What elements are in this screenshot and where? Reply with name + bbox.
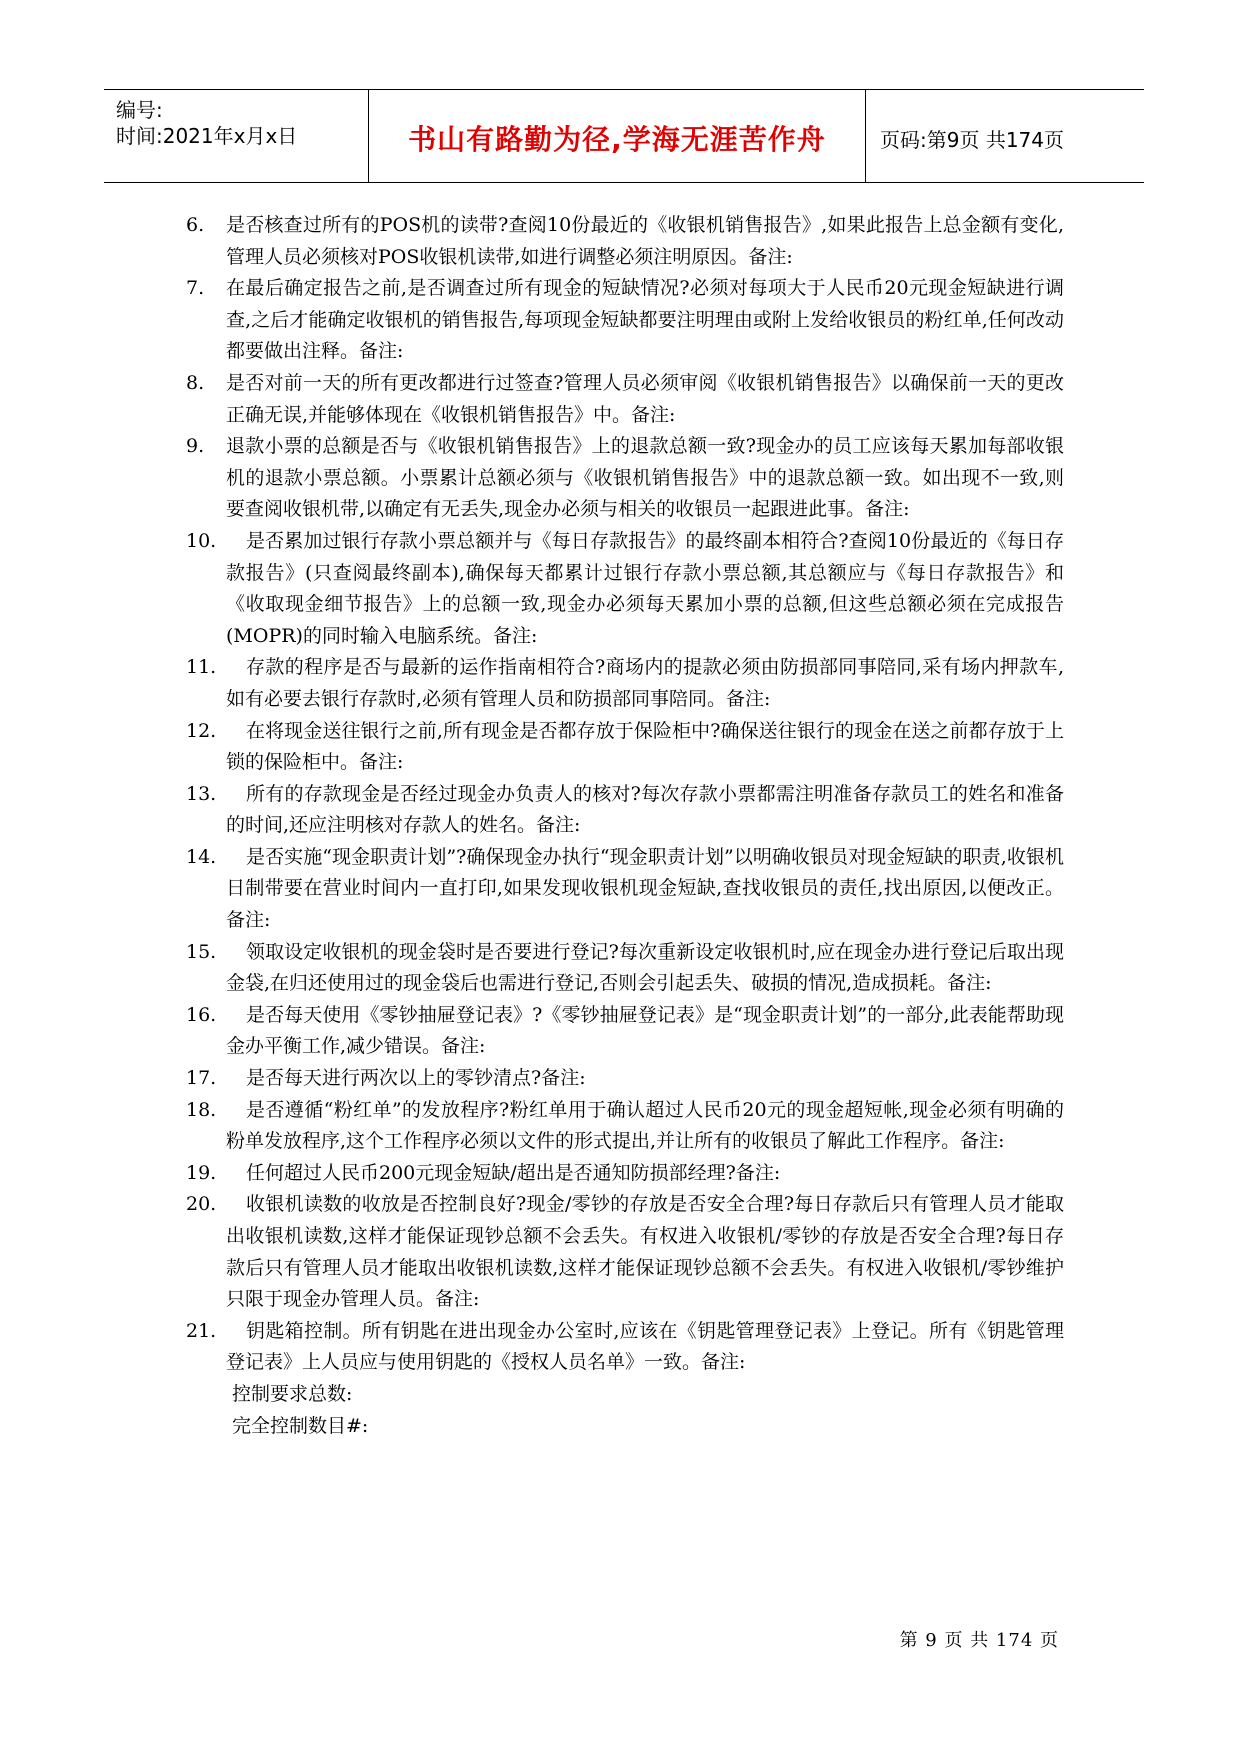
list-item (186, 779, 1064, 842)
time-label: 时间:2021年x月x日 (116, 124, 298, 148)
motto-text: 书山有路勤为径,学海无涯苦作舟 (408, 123, 826, 156)
list-item (186, 1000, 1064, 1063)
header-page-cell (866, 90, 1144, 182)
list-item (186, 716, 1064, 779)
item-text: 钥匙箱控制。所有钥匙在进出现金办公室时,应该在《钥匙管理登记表》上登记。所有《钥匙管理登记表》上人员应与使用钥匙的《授权人员名单》一致。备注: (226, 1319, 1064, 1374)
list-item (186, 842, 1064, 937)
item-text: 是否每天使用《零钞抽屉登记表》?《零钞抽屉登记表》是“现金职责计划”的一部分,此表能帮助现金办平衡工作,减少错误。备注: (226, 1003, 1064, 1058)
list-item (186, 273, 1064, 368)
number-label: 编号: (116, 98, 163, 122)
item-number: 21. (186, 1319, 217, 1342)
item-number: 15. (186, 940, 217, 963)
list-item (186, 1316, 1064, 1379)
item-text: 所有的存款现金是否经过现金办负责人的核对?每次存款小票都需注明准备存款员工的姓名和准备的时间,还应注明核对存款人的姓名。备注: (226, 782, 1064, 837)
header-motto-cell (368, 90, 866, 182)
document-body (186, 210, 1064, 1442)
item-text: 是否实施“现金职责计划”?确保现金办执行“现金职责计划”以明确收银员对现金短缺的职责,收银机日制带要在营业时间内一直打印,如果发现收银机现金短缺,查找收银员的责任,找出原因,以便改正。备注: (226, 845, 1064, 932)
item-number: 8. (186, 371, 205, 394)
header-info-cell (104, 90, 368, 182)
item-text: 存款的程序是否与最新的运作指南相符合?商场内的提款必须由防损部同事陪同,采有场内押款车,如有必要去银行存款时,必须有管理人员和防损部同事陪同。备注: (226, 656, 1064, 710)
item-text: 是否核查过所有的POS机的读带?查阅10份最近的《收银机销售报告》,如果此报告上总金额有变化,管理人员必须核对POS收银机读带,如进行调整必须注明原因。备注: (226, 214, 1064, 268)
item-number: 16. (186, 1003, 217, 1026)
item-number: 10. (186, 529, 217, 552)
item-text: 是否累加过银行存款小票总额并与《每日存款报告》的最终副本相符合?查阅10份最近的《每日存款报告》(只查阅最终副本),确保每天都累计过银行存款小票总额,其总额应与《每日存款报告》和《收取现金细节报告》上的总额一致,现金办必须每天累加小票的总额,但这些总额必须在完成报告(MOPR)的同时输入电脑系统。备注: (226, 529, 1064, 647)
item-number: 9. (186, 435, 205, 458)
item-text: 是否每天进行两次以上的零钞清点?备注: (246, 1067, 586, 1090)
item-number: 12. (186, 719, 217, 742)
item-text: 是否遵循“粉红单”的发放程序?粉红单用于确认超过人民币20元的现金超短帐,现金必须有明确的粉单发放程序,这个工作程序必须以文件的形式提出,并让所有的收银员了解此工作程序。备注: (226, 1098, 1064, 1153)
item-text: 收银机读数的收放是否控制良好?现金/零钞的存放是否安全合理?每日存款后只有管理人员才能取出收银机读数,这样才能保证现钞总额不会丢失。有权进入收银机/零钞的存放是否安全合理?每日存款后只有管理人员才能取出收银机读数,这样才能保证现钞总额不会丢失。有权进入收银机/零钞维护只限于现金办管理人员。备注: (226, 1193, 1064, 1311)
page-header (104, 89, 1144, 183)
list-item (186, 1158, 1064, 1190)
item-text: 领取设定收银机的现金袋时是否要进行登记?每次重新设定收银机时,应在现金办进行登记后取出现金袋,在归还使用过的现金袋后也需进行登记,否则会引起丢失、破损的情况,造成损耗。备注: (226, 940, 1064, 995)
item-text: 任何超过人民币200元现金短缺/超出是否通知防损部经理?备注: (246, 1161, 781, 1184)
list-item (186, 1095, 1064, 1158)
item-number: 6. (186, 214, 205, 236)
item-number: 7. (186, 277, 205, 300)
page-code: 页码:第9页 共174页 (880, 128, 1064, 152)
item-number: 19. (186, 1161, 217, 1184)
list-item (186, 937, 1064, 1000)
list-item (186, 1063, 1064, 1095)
full-control-label: 完全控制数目#: (232, 1414, 369, 1437)
page-footer: 第 9 页 共 174 页 (899, 1630, 1059, 1651)
list-item (186, 431, 1064, 526)
list-item (186, 526, 1064, 652)
item-number: 18. (186, 1098, 217, 1121)
item-text: 是否对前一天的所有更改都进行过签查?管理人员必须审阅《收银机销售报告》以确保前一天的更改正确无误,并能够体现在《收银机销售报告》中。备注: (226, 371, 1064, 426)
item-number: 13. (186, 782, 217, 805)
item-text: 在将现金送往银行之前,所有现金是否都存放于保险柜中?确保送往银行的现金在送之前都存放于上锁的保险柜中。备注: (226, 719, 1064, 774)
list-item (186, 368, 1064, 431)
item-text: 退款小票的总额是否与《收银机销售报告》上的退款总额一致?现金办的员工应该每天累加每部收银机的退款小票总额。小票累计总额必须与《收银机销售报告》中的退款总额一致。如出现不一致,则要查阅收银机带,以确定有无丢失,现金办必须与相关的收银员一起跟进此事。备注: (226, 435, 1064, 521)
item-number: 14. (186, 845, 217, 868)
item-number: 17. (186, 1067, 217, 1090)
item-number: 20. (186, 1193, 217, 1216)
list-item (186, 652, 1064, 715)
list-item (186, 1189, 1064, 1315)
control-total-label: 控制要求总数: (232, 1382, 353, 1405)
item-text: 在最后确定报告之前,是否调查过所有现金的短缺情况?必须对每项大于人民币20元现金短缺进行调查,之后才能确定收银机的销售报告,每项现金短缺都要注明理由或附上发给收银员的粉红单,任何改动都要做出注释。备注: (226, 277, 1064, 363)
item-number: 11. (186, 656, 217, 679)
list-item (186, 210, 1064, 273)
